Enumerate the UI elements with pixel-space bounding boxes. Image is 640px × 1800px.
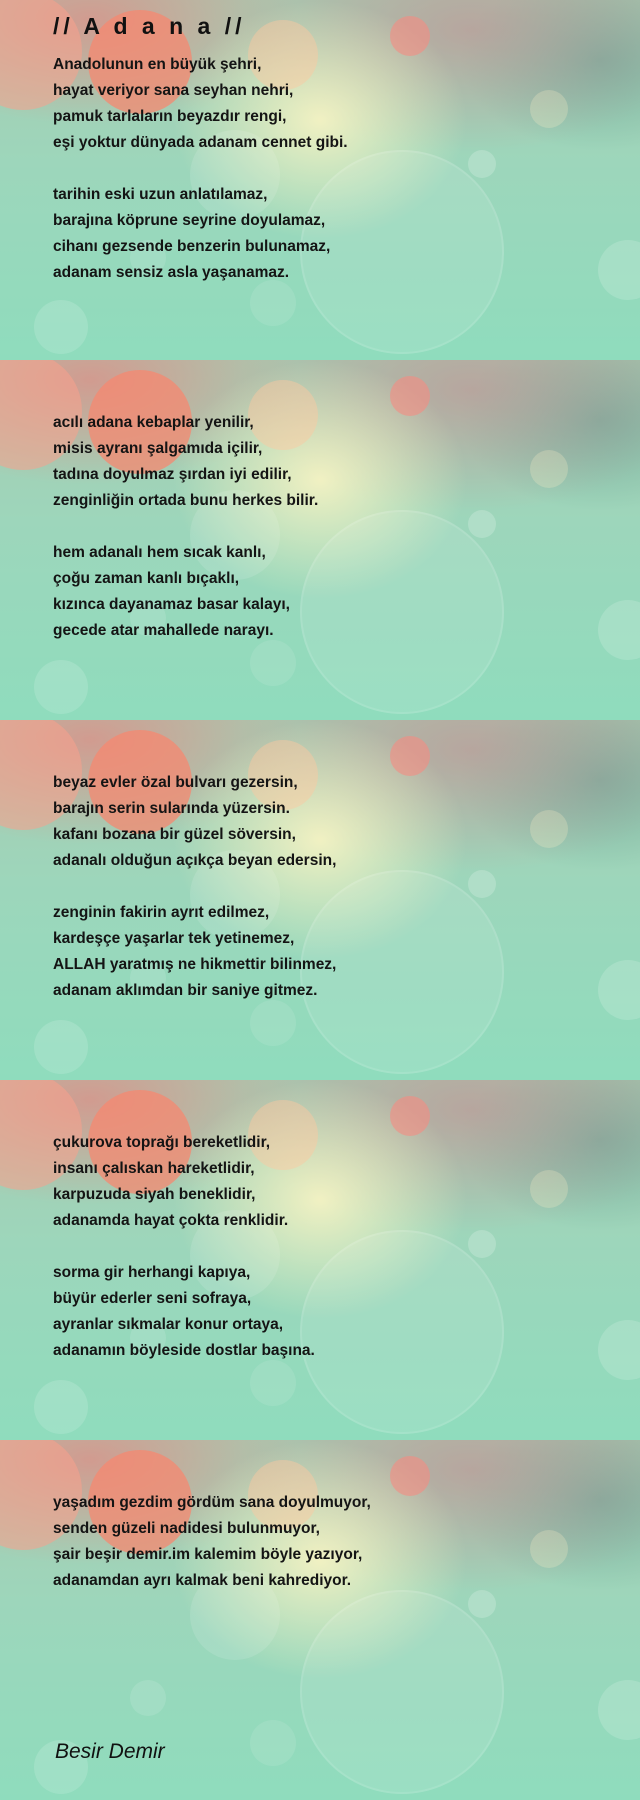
stanza (53, 540, 613, 644)
stanza (53, 182, 613, 286)
poem-line: sorma gir herhangi kapıya, (53, 1264, 251, 1281)
poem-line: kafanı bozana bir güzel söversin, (53, 826, 296, 843)
poem-line: kardeşçe yaşarlar tek yetinemez, (53, 930, 295, 947)
poem-line: cihanı gezsende benzerin bulunamaz, (53, 238, 331, 255)
bokeh-circle (300, 1590, 504, 1794)
poem-line: eşi yoktur dünyada adanam cennet gibi. (53, 134, 348, 151)
poem-panel-4 (0, 1080, 640, 1440)
poem-line: beyaz evler özal bulvarı gezersin, (53, 774, 298, 791)
poem-line: insanı çalıskan hareketlidir, (53, 1160, 255, 1177)
poem-line: yaşadım gezdim gördüm sana doyulmuyor, (53, 1494, 371, 1511)
poem-line: adanamdan ayrı kalmak beni kahrediyor. (53, 1572, 352, 1589)
poem-line: karpuzuda siyah beneklidir, (53, 1186, 256, 1203)
stanza (53, 1130, 613, 1234)
poem-line: adanamda hayat çokta renklidir. (53, 1212, 289, 1229)
poem-panel-3 (0, 720, 640, 1080)
poem-line: senden güzeli nadidesi bulunmuyor, (53, 1520, 320, 1537)
stanza-group (53, 1130, 613, 1390)
poem-line: ALLAH yaratmış ne hikmettir bilinmez, (53, 956, 337, 973)
poem-line: misis ayranı şalgamıda içilir, (53, 440, 263, 457)
poem-panel-5 (0, 1440, 640, 1800)
poem-line: büyür ederler seni sofraya, (53, 1290, 252, 1307)
poem-line: çoğu zaman kanlı bıçaklı, (53, 570, 240, 587)
poem-line: hayat veriyor sana seyhan nehri, (53, 82, 294, 99)
poem-line: hem adanalı hem sıcak kanlı, (53, 544, 266, 561)
stanza-group (53, 52, 613, 312)
poem-line: adanalı olduğun açıkça beyan edersin, (53, 852, 337, 869)
poem-line: barajın serin sularında yüzersin. (53, 800, 290, 817)
poem-panel-2 (0, 360, 640, 720)
poem-line: tadına doyulmaz şırdan iyi edilir, (53, 466, 292, 483)
poem-line: gecede atar mahallede narayı. (53, 622, 274, 639)
poem-line: zenginliğin ortada bunu herkes bilir. (53, 492, 319, 509)
bokeh-circle (598, 1680, 640, 1740)
poem-line: çukurova toprağı bereketlidir, (53, 1134, 271, 1151)
stanza (53, 900, 613, 1004)
poem-line: adanam sensiz asla yaşanamaz. (53, 264, 290, 281)
poem-line: şair beşir demir.im kalemim böyle yazıyor, (53, 1546, 363, 1563)
stanza (53, 410, 613, 514)
stanza (53, 770, 613, 874)
stanza-group (53, 410, 613, 670)
bokeh-circle (390, 16, 430, 56)
poem-line: adanam aklımdan bir saniye gitmez. (53, 982, 318, 999)
poem-line: tarihin eski uzun anlatılamaz, (53, 186, 268, 203)
poem-line: kızınca dayanamaz basar kalayı, (53, 596, 290, 613)
stanza-group (53, 770, 613, 1030)
poem-line: ayranlar sıkmalar konur ortaya, (53, 1316, 284, 1333)
author-signature: Besir Demir (55, 1740, 165, 1763)
poem-title: // A d a n a // (53, 13, 246, 39)
poem-line: barajına köprune seyrine doyulamaz, (53, 212, 326, 229)
poem-line: acılı adana kebaplar yenilir, (53, 414, 254, 431)
bokeh-circle (130, 1680, 166, 1716)
poem-line: pamuk tarlaların beyazdır rengi, (53, 108, 287, 125)
stanza (53, 52, 613, 156)
stanza-group (53, 1490, 613, 1620)
stanza (53, 1490, 613, 1594)
bokeh-circle (250, 1720, 296, 1766)
poem-line: adanamın böyleside dostlar başına. (53, 1342, 315, 1359)
stanza (53, 1260, 613, 1364)
poem-line: zenginin fakirin ayrıt edilmez, (53, 904, 270, 921)
poem-panel-1 (0, 0, 640, 360)
poem-line: Anadolunun en büyük şehri, (53, 56, 262, 73)
